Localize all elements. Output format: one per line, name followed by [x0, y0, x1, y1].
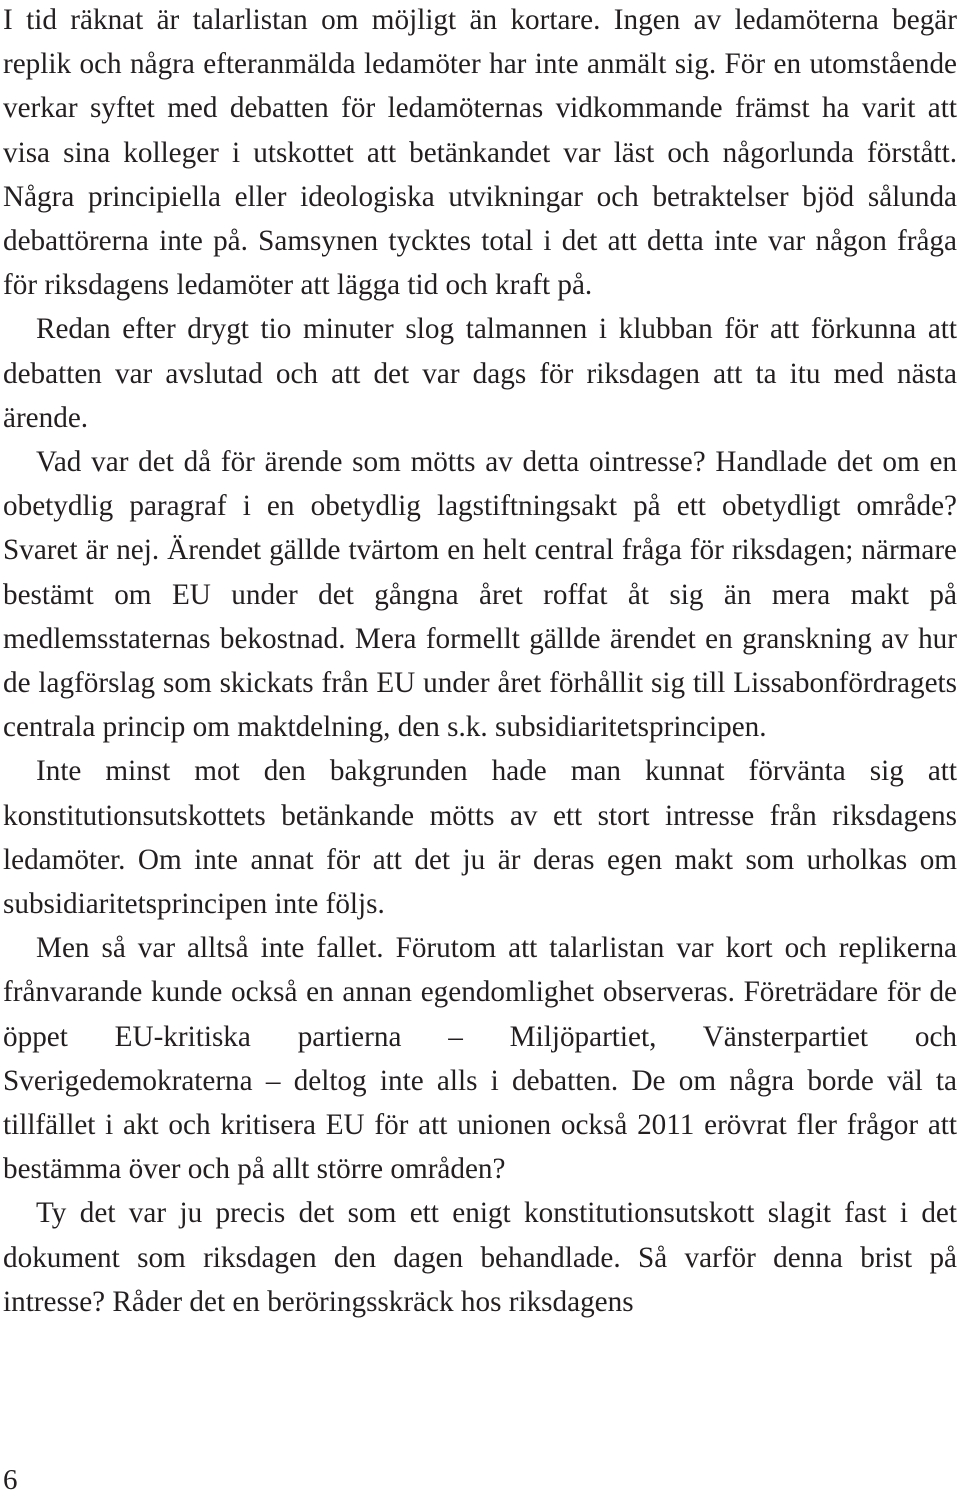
page-number: 6 [3, 1464, 18, 1496]
paragraph-4: Inte minst mot den bakgrunden hade man kunnat förvänta sig att konstitutionsutskottets betänkande mötts av ett stort intresse från riksdagens ledamöter. Om inte annat för att det ju är deras egen makt som urholkas om subsidiaritetsprincipen inte följs. [3, 755, 957, 921]
paragraph-1: I tid räknat är talarlistan om möjligt än kortare. Ingen av ledamöterna begär replik och några efteranmälda ledamöter har inte anmält sig. För en utomstående verkar syftet med debatten för ledamöternas vidkommande främst ha varit att visa sina kolleger i utskottet att betänkandet var läst och någorlunda förstått. Några principiella eller ideologiska utvikningar och betraktelser bjöd sålunda debattörerna inte på. Samsynen tycktes total i det att detta inte var någon fråga för riksdagens ledamöter att lägga tid och kraft på. [3, 4, 957, 302]
paragraph-5: Men så var alltså inte fallet. Förutom att talarlistan var kort och replikerna frånvarande kunde också en annan egendomlighet observeras. Företrädare för de öppet EU-kritiska partierna – Miljöpartiet, Vänsterpartiet och Sverigedemokraterna – deltog inte alls i debatten. De om några borde väl ta tillfället i akt och kritisera EU för att unionen också 2011 erövrat fler frågor att bestämma över och på allt större områden? [3, 932, 957, 1186]
body-text [3, 0, 957, 1324]
paragraph-6: Ty det var ju precis det som ett enigt konstitutionsutskott slagit fast i det dokument som riksdagen den dagen behandlade. Så varför denna brist på intresse? Råder det en beröringsskräck hos riksdagens [3, 1197, 957, 1318]
paragraph-2: Redan efter drygt tio minuter slog talmannen i klubban för att förkunna att debatten var avslutad och att det var dags för riksdagen att ta itu med nästa ärende. [3, 313, 957, 434]
paragraph-3: Vad var det då för ärende som mötts av detta ointresse? Handlade det om en obetydlig paragraf i en obetydlig lagstiftningsakt på ett obetydligt område? Svaret är nej. Ärendet gällde tvärtom en helt central fråga för riksdagen; närmare bestämt om EU under det gångna året roffat åt sig än mera makt på medlemsstaternas bekostnad. Mera formellt gällde ärendet en granskning av hur de lagförslag som skickats från EU under året förhållit sig till Lissabonfördragets centrala princip om maktdelning, den s.k. subsidiaritetsprincipen. [3, 446, 957, 744]
